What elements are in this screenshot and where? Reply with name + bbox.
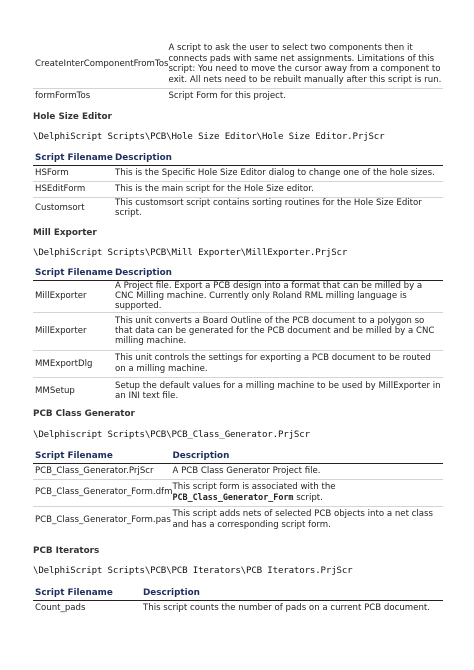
column-header-filename: Script Filename [33,451,172,463]
table-header [33,268,443,280]
description-cell: Setup the default values for a milling machine to be used by MillExporter in an INI text file. [115,377,443,404]
column-header-filename: Script Filename [33,153,115,165]
section-heading: PCB Iterators [33,546,100,556]
description-text: script. [296,493,323,503]
column-header-description: Description [172,451,443,463]
code-reference: PCB_Class_Generator_Form [172,492,294,502]
description-cell: This unit converts a Board Outline of the PCB document to a polygon so that data can be generated for the PCB document and be milled by a CNC milling machine. [115,312,443,350]
filename-cell: Customsort [33,197,115,218]
table-row [33,506,443,533]
description-cell: This customsort script contains sorting routines for the Hole Size Editor script. [115,197,443,218]
top-table [33,41,443,104]
description-cell: A script to ask the user to select two components then it connects pads with same net assignments. Limitations of this script: You need to move the cursor away from a component to exit. All nets need to be rebuilt manually after this script is run. [168,43,442,85]
description-cell: This unit controls the settings for exporting a PCB document to be routed on a milling machine. [115,350,443,377]
hole-size-table [33,153,443,218]
column-header-filename: Script Filename [33,268,115,280]
table-row [33,165,443,181]
filename-cell: MMExportDlg [33,350,115,377]
filename-cell: PCB_Class_Generator_Form.pas [33,506,172,533]
project-path: \DelphiScript Scripts\PCB\Hole Size Editor\Hole Size Editor.PrjScr [33,132,385,142]
table-row [33,377,443,404]
project-path: \DelphiScript Scripts\PCB\Mill Exporter\MillExporter.PrjScr [33,248,348,258]
filename-cell: MillExporter [35,290,87,301]
column-header-description: Description [143,588,443,600]
description-cell: Script Form for this project. [168,88,443,104]
table-header [33,588,443,600]
filename-cell: CreateInterComponentFromTos [35,59,169,70]
table-row [33,600,443,615]
project-path: \Delphiscript Scripts\PCB\PCB_Class_Generator.PrjScr [33,430,310,440]
table-row [33,463,443,479]
description-cell [172,479,443,506]
section-heading: Hole Size Editor [33,112,112,122]
filename-cell: MMSetup [33,377,115,404]
iterators-table [33,588,443,615]
filename-cell: Count_pads [35,602,86,613]
filename-cell: HSEditForm [33,181,115,197]
filename-cell: PCB_Class_Generator_Form.dfm [33,479,172,506]
table-header [33,153,443,165]
class-generator-table [33,451,443,533]
column-header-filename: Script Filename [33,588,143,600]
filename-cell: formFormTos [33,88,168,104]
filename-cell: HSForm [35,167,69,178]
table-row [33,350,443,377]
table-row [33,41,443,88]
table-header [33,451,443,463]
column-header-description: Description [115,268,443,280]
description-cell: This is the main script for the Hole Size editor. [115,181,443,197]
table-row [33,312,443,350]
table-row [33,479,443,506]
column-header-description: Description [115,153,443,165]
description-cell: A PCB Class Generator Project file. [172,465,321,476]
project-path: \DelphiScript Scripts\PCB\PCB Iterators\PCB Iterators.PrjScr [33,566,353,576]
section-heading: Mill Exporter [33,228,97,238]
description-cell: This script adds nets of selected PCB objects into a net class and has a corresponding script form. [172,506,443,533]
description-cell: This script counts the number of pads on a current PCB document. [143,602,431,613]
description-cell: A Project file. Export a PCB design into a format that can be milled by a CNC Milling machine. Currently only Roland RML milling language is supported. [115,280,423,312]
table-row [33,197,443,218]
table-row [33,280,443,312]
table-row [33,181,443,197]
filename-cell: PCB_Class_Generator.PrjScr [35,465,154,476]
mill-exporter-table [33,268,443,404]
filename-cell: MillExporter [33,312,115,350]
description-text: This script form is associated with the [172,481,336,492]
description-cell: This is the Specific Hole Size Editor dialog to change one of the hole sizes. [115,167,435,178]
section-heading: PCB Class Generator [33,409,135,419]
table-row [33,88,443,104]
